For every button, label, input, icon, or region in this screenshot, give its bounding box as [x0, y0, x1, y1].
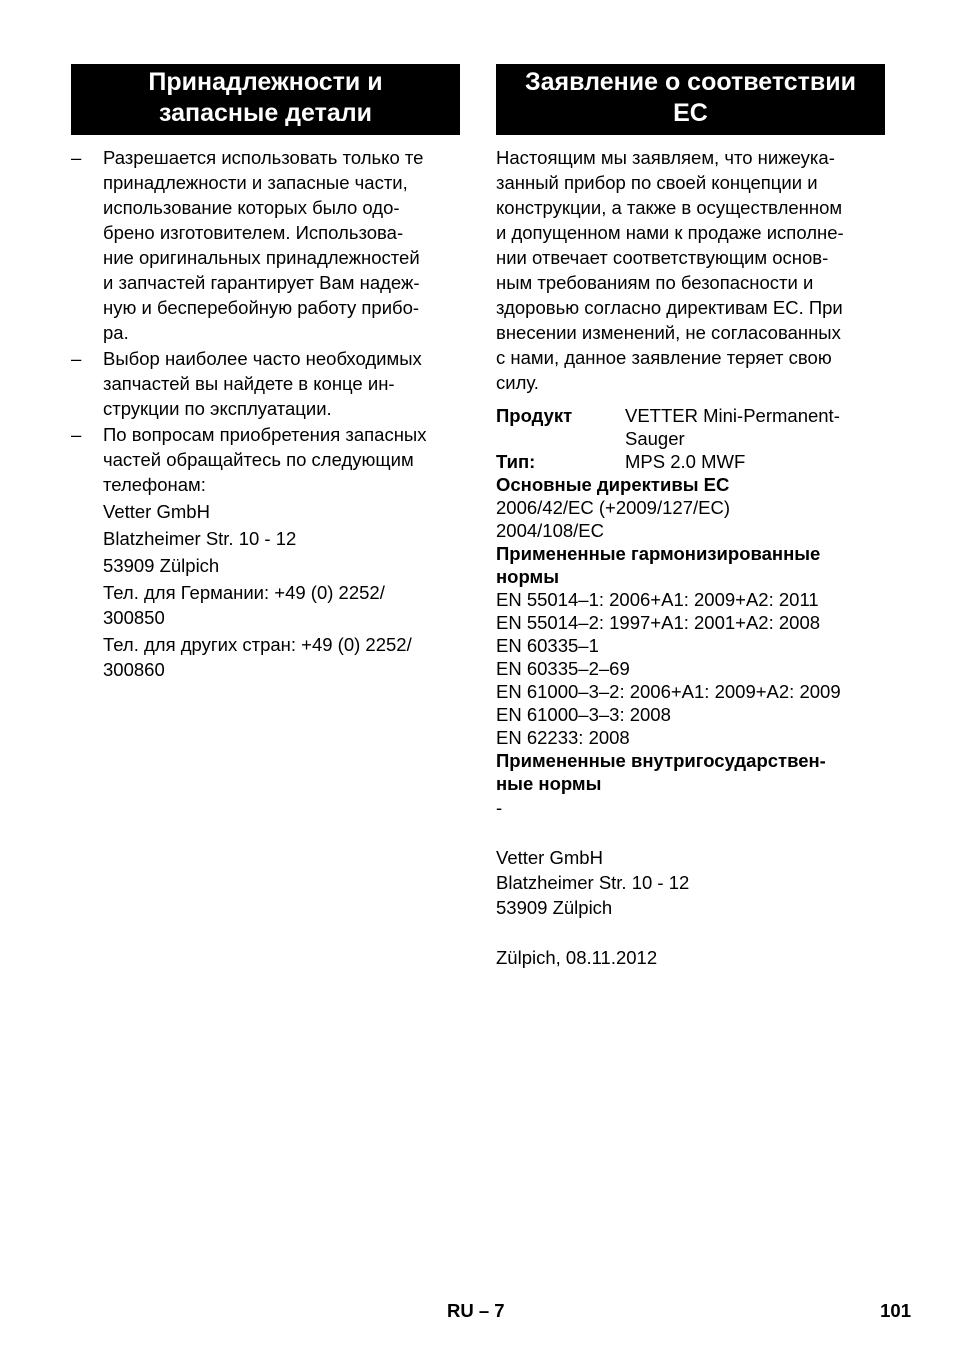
text-line: брено изготовителем. Использова-	[103, 222, 404, 243]
text-line: и допущенном нами к продаже исполне-	[496, 222, 844, 243]
national-label: ные нормы	[496, 773, 602, 794]
text-line: частей обращайтесь по следующим	[103, 449, 414, 470]
text-line: силу.	[496, 372, 539, 393]
standard-item: EN 61000–3–3: 2008	[496, 704, 671, 725]
text-line: запчастей вы найдете в конце ин-	[103, 373, 395, 394]
section-marker: RU – 7	[447, 1300, 505, 1321]
right-column	[496, 64, 885, 970]
text-line: использование которых было одо-	[103, 197, 400, 218]
company-city: 53909 Zülpich	[103, 555, 220, 576]
text-line: VETTER Mini-Permanent-	[625, 405, 840, 426]
text-line: ние оригинальных принадлежностей	[103, 247, 420, 268]
product-details	[496, 404, 885, 795]
directives-label: Основные директивы ЕС	[496, 474, 730, 495]
product-row	[496, 404, 885, 450]
phone-germany: Тел. для Германии: +49 (0) 2252/	[103, 582, 385, 603]
text-line: струкции по эксплуатации.	[103, 398, 332, 419]
standard-item: EN 55014–1: 2006+A1: 2009+A2: 2011	[496, 589, 819, 610]
standard-item: EN 55014–2: 1997+A1: 2001+A2: 2008	[496, 612, 821, 633]
directive-item: 2006/42/EC (+2009/127/EC)	[496, 497, 730, 518]
section-heading-declaration	[496, 64, 885, 135]
company-city: 53909 Zülpich	[496, 897, 613, 918]
list-item	[71, 422, 460, 682]
text-line: ным требованиям по безопасности и	[496, 272, 814, 293]
type-label: Тип:	[496, 451, 536, 472]
phone-other-number: 300860	[103, 659, 165, 680]
company-street: Blatzheimer Str. 10 - 12	[496, 872, 690, 893]
heading-line: Принадлежности и	[148, 68, 383, 96]
phone-other: Тел. для других стран: +49 (0) 2252/	[103, 634, 412, 655]
directive-item: 2004/108/EC	[496, 520, 605, 541]
declaration-intro	[496, 145, 885, 395]
text-line: принадлежности и запасные части,	[103, 172, 408, 193]
spacer	[496, 920, 885, 945]
text-line: – Разрешается использовать только те	[103, 147, 424, 168]
heading-line: запасные детали	[158, 99, 373, 127]
product-value	[625, 404, 885, 450]
standard-item: EN 61000–3–2: 2006+A1: 2009+A2: 2009	[496, 681, 841, 702]
text-line: внесении изменений, не согласованных	[496, 322, 841, 343]
heading-line: ЕС	[673, 99, 708, 127]
page-number: 101	[880, 1300, 911, 1321]
text-line: Sauger	[625, 428, 685, 449]
type-value: MPS 2.0 MWF	[625, 451, 746, 472]
standard-item: EN 60335–2–69	[496, 658, 630, 679]
national-label: Примененные внутригосударствен-	[496, 750, 826, 771]
text-line: конструкции, а также в осуществленном	[496, 197, 843, 218]
declaration-signature	[496, 795, 885, 970]
left-column	[71, 64, 460, 683]
text-line: с нами, данное заявление теряет свою	[496, 347, 832, 368]
type-row	[496, 450, 885, 473]
text-line: нии отвечает соответствующим основ-	[496, 247, 829, 268]
company-street: Blatzheimer Str. 10 - 12	[103, 528, 297, 549]
text-line: и запчастей гарантирует Вам надеж-	[103, 272, 420, 293]
text-line: здоровью согласно директивам ЕС. При	[496, 297, 843, 318]
national-value: -	[496, 797, 503, 818]
product-label: Продукт	[496, 405, 573, 426]
list-item	[71, 346, 460, 421]
company-name: Vetter GmbH	[103, 501, 210, 522]
text-line: – По вопросам приобретения запасных	[103, 424, 427, 445]
heading-line: Заявление о соответствии	[524, 68, 857, 96]
text-line: Настоящим мы заявляем, что нижеука-	[496, 147, 835, 168]
company-name: Vetter GmbH	[496, 847, 603, 868]
text-line: телефонам:	[103, 474, 206, 495]
section-heading-accessories	[71, 64, 460, 135]
standard-item: EN 62233: 2008	[496, 727, 630, 748]
text-line: – Выбор наиболее часто необходимых	[103, 348, 422, 369]
text-line: ра.	[103, 322, 129, 343]
place-date: Zülpich, 08.11.2012	[496, 947, 658, 968]
harmonized-label: Примененные гармонизированные	[496, 543, 821, 564]
spacer	[496, 820, 885, 845]
harmonized-label: нормы	[496, 566, 560, 587]
phone-germany-number: 300850	[103, 607, 165, 628]
list-item	[71, 145, 460, 345]
text-line: занный прибор по своей концепции и	[496, 172, 818, 193]
standard-item: EN 60335–1	[496, 635, 599, 656]
accessories-list	[71, 145, 460, 682]
text-line: ную и бесперебойную работу прибо-	[103, 297, 420, 318]
